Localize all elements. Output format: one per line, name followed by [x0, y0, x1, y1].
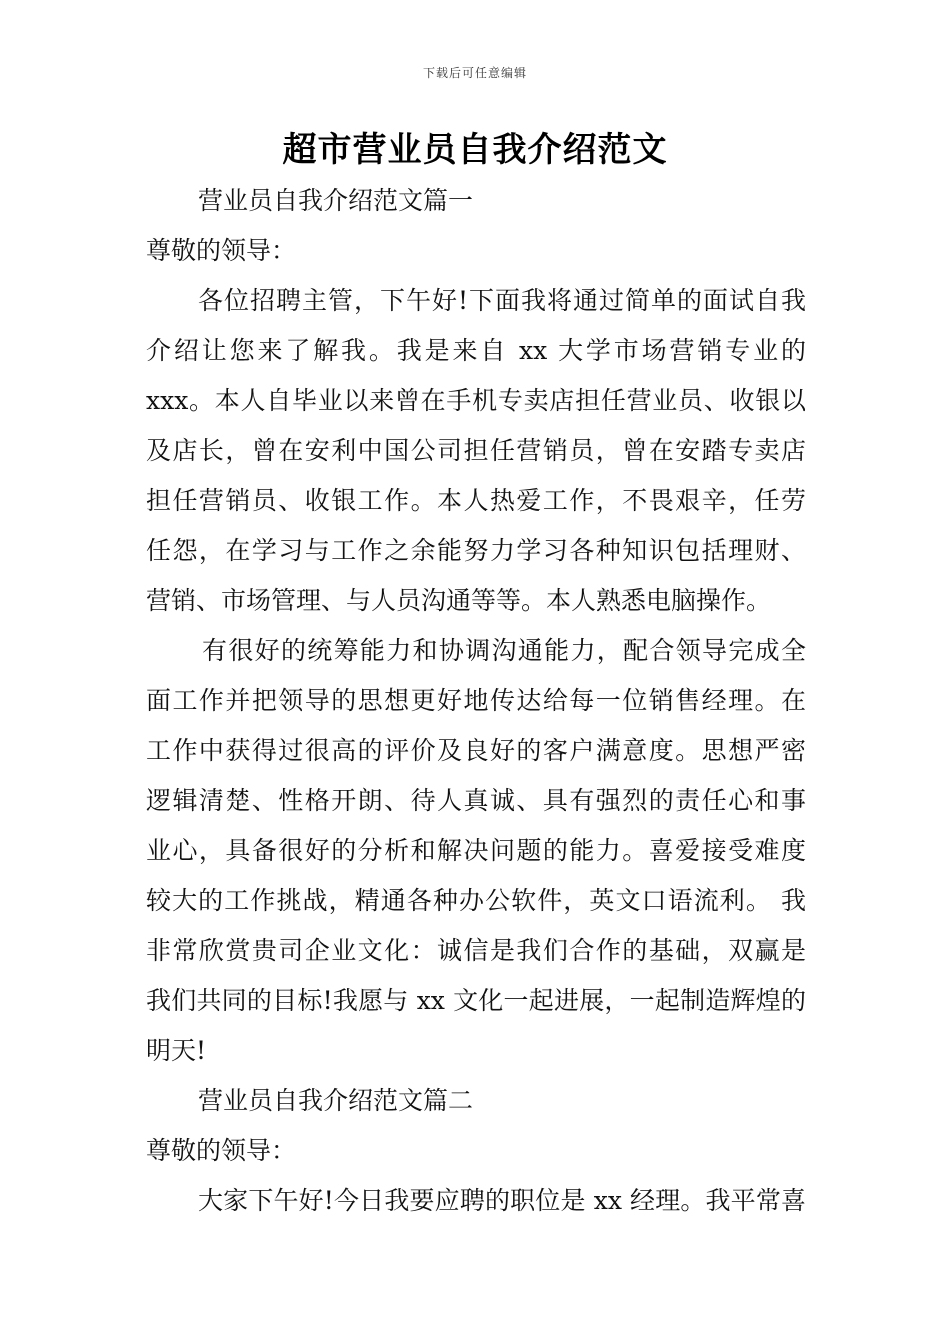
paragraph-line: 各位招聘主管，下午好!下面我将通过简单的面试自我 — [198, 286, 806, 315]
paragraph-line: 业心，具备很好的分析和解决问题的能力。喜爱接受难度 — [146, 836, 806, 865]
section-heading-2: 营业员自我介绍范文篇二 — [198, 1086, 474, 1115]
paragraph-line: 有很好的统筹能力和协调沟通能力，配合领导完成全 — [202, 636, 806, 665]
paragraph-line: 工作中获得过很高的评价及良好的客户满意度。思想严密 — [146, 736, 806, 765]
paragraph-line: 我们共同的目标!我愿与 xx 文化一起进展，一起制造辉煌的 — [146, 986, 806, 1015]
paragraph-line: 介绍让您来了解我。我是来自 xx 大学市场营销专业的 — [146, 336, 806, 365]
paragraph-line: 较大的工作挑战，精通各种办公软件，英文口语流利。 我 — [146, 886, 806, 915]
paragraph-line: 及店长，曾在安利中国公司担任营销员，曾在安踏专卖店 — [146, 436, 806, 465]
paragraph-line: xxx。本人自毕业以来曾在手机专卖店担任营业员、收银以 — [146, 386, 806, 415]
paragraph-line: 担任营销员、收银工作。本人热爱工作，不畏艰辛，任劳 — [146, 486, 806, 515]
paragraph-line: 营销、市场管理、与人员沟通等等。本人熟悉电脑操作。 — [146, 586, 772, 615]
salutation-1: 尊敬的领导： — [146, 236, 297, 265]
document-body — [146, 176, 806, 1226]
salutation-2: 尊敬的领导： — [146, 1136, 297, 1165]
paragraph-line: 明天! — [146, 1036, 207, 1065]
paragraph-line: 面工作并把领导的思想更好地传达给每一位销售经理。在 — [146, 686, 806, 715]
header-note: 下载后可任意编辑 — [422, 66, 527, 80]
section-heading-1: 营业员自我介绍范文篇一 — [198, 186, 474, 215]
paragraph-line: 非常欣赏贵司企业文化：诚信是我们合作的基础，双赢是 — [146, 936, 806, 965]
paragraph-line: 任怨，在学习与工作之余能努力学习各种知识包括理财、 — [146, 536, 806, 565]
paragraph-line: 大家下午好!今日我要应聘的职位是 xx 经理。我平常喜 — [198, 1186, 806, 1215]
document-title: 超市营业员自我介绍范文 — [282, 130, 668, 170]
paragraph-line: 逻辑清楚、性格开朗、待人真诚、具有强烈的责任心和事 — [146, 786, 806, 815]
